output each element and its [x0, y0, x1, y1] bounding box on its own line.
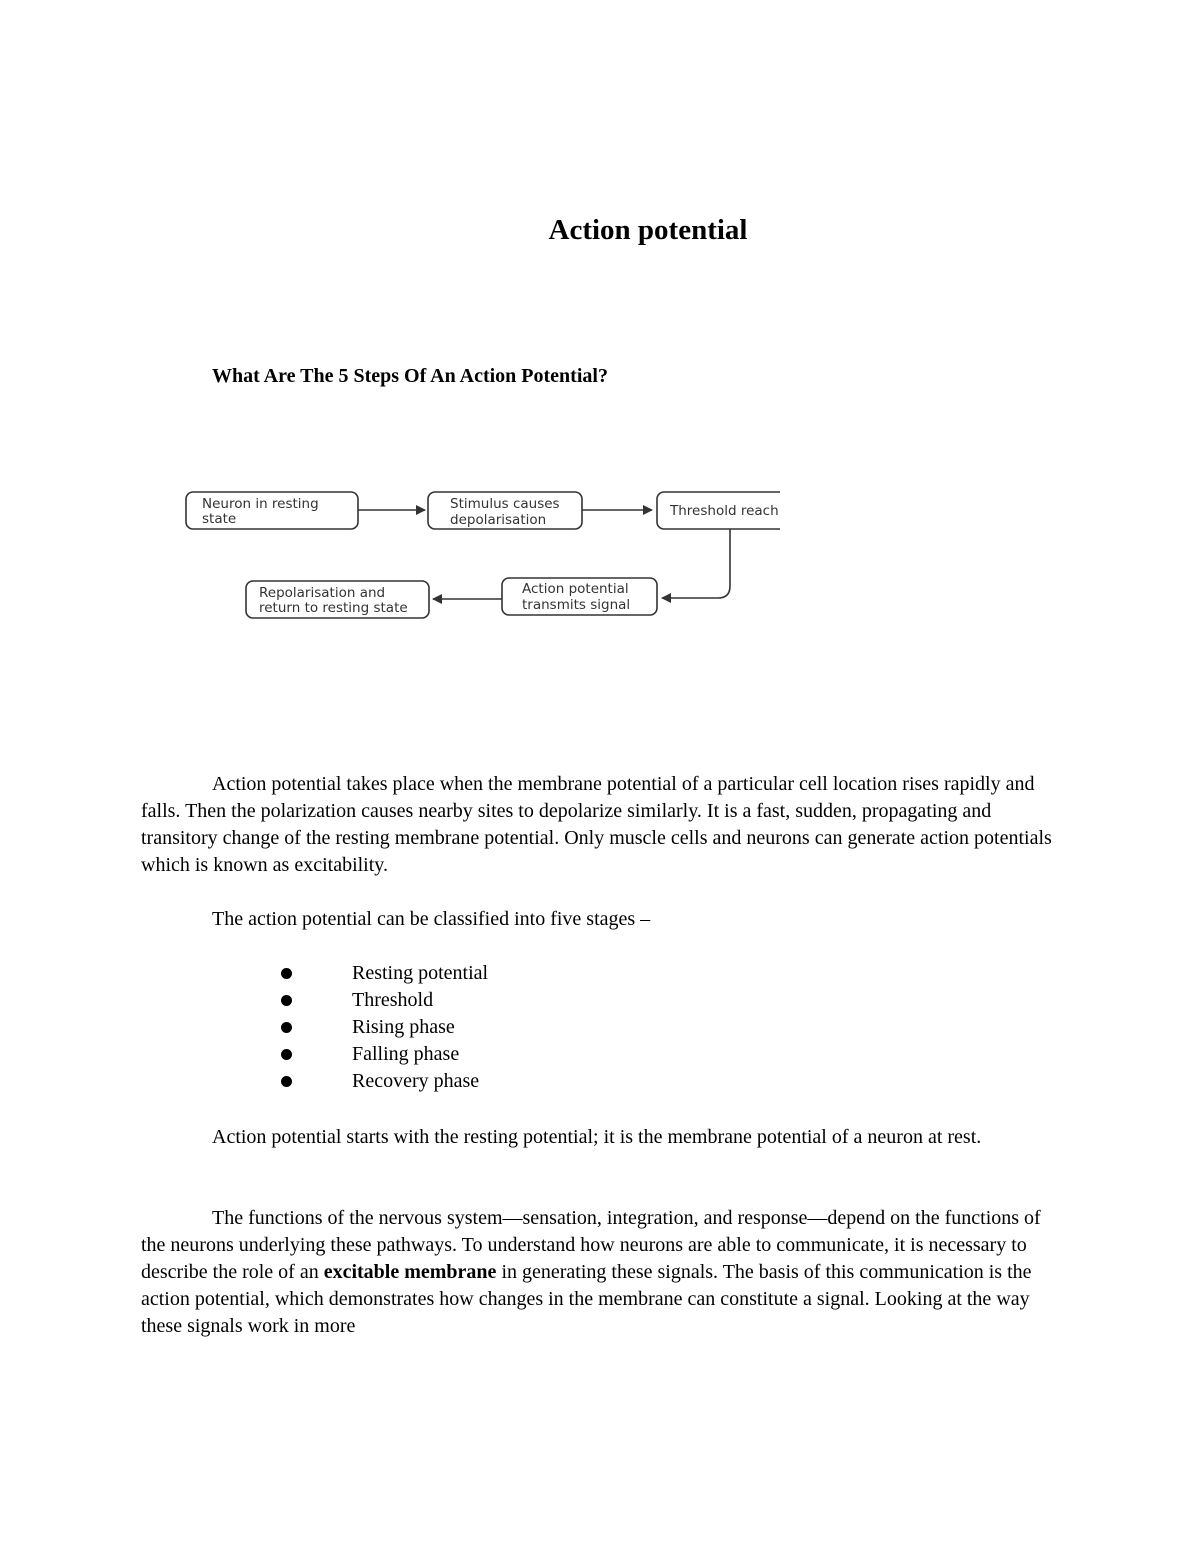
flow-box-5-line-2: return to resting state [259, 600, 408, 616]
bullet-icon [281, 1076, 292, 1087]
paragraph-resting-potential: Action potential starts with the resting potential; it is the membrane potential of a neuron at rest. [212, 1126, 982, 1148]
flow-box-1-line-1: Neuron in resting [202, 496, 319, 512]
paragraph-text-part-2: in generating these signals. The basis of this communication is the action potential, which demonstrates how changes in the membrane can constitute a signal. Looking at the way these signals work in more [141, 1261, 1032, 1337]
bullet-icon [281, 968, 292, 979]
flow-box-2-line-1: Stimulus causes [450, 496, 560, 512]
flow-box-5-line-1: Repolarisation and [259, 585, 386, 601]
flow-box-neuron-resting [186, 492, 358, 529]
flow-box-4-line-1: Action potential [522, 581, 629, 597]
stage-label: Rising phase [352, 1016, 455, 1038]
stage-label: Falling phase [352, 1043, 460, 1065]
flow-box-repolarisation [246, 581, 429, 618]
stage-label: Threshold [352, 989, 434, 1011]
stage-label: Recovery phase [352, 1070, 480, 1092]
flow-box-1-line-2: state [202, 511, 237, 527]
bullet-icon [281, 995, 292, 1006]
paragraph-stages-intro: The action potential can be classified into five stages – [212, 908, 651, 930]
paragraph-text-part-1: The functions of the nervous system—sensation, integration, and response—depend on the functions of the neurons underlying these pathways. To understand how neurons are able to communicate, it is necessary to describe the role of an [141, 1207, 1041, 1283]
excitable-membrane-term: excitable membrane [323, 1261, 497, 1283]
flow-arrow-3 [662, 529, 730, 598]
list-item [141, 1068, 741, 1095]
flow-box-3-line-1: Threshold reach [670, 503, 779, 519]
bullet-icon [281, 1022, 292, 1033]
stage-label: Resting potential [352, 962, 489, 984]
list-item [141, 960, 741, 987]
list-item [141, 1014, 741, 1041]
page-title: Action potential [548, 214, 748, 246]
paragraph-intro: Action potential takes place when the membrane potential of a particular cell location rises rapidly and falls. Then the polarization causes nearby sites to depolarize similarly. It is a fast, sudden, propagating and transitory change of the resting membrane potential. Only muscle cells and neurons can generate action potentials which is known as excitability. [141, 773, 1052, 876]
stages-list [141, 960, 741, 1095]
flow-box-threshold [657, 492, 780, 529]
bullet-icon [281, 1049, 292, 1060]
flow-box-action-potential [502, 578, 657, 615]
flow-box-2-line-2: depolarisation [450, 512, 547, 528]
flow-box-stimulus [428, 492, 582, 529]
flow-box-4-line-2: transmits signal [522, 597, 631, 613]
list-item [141, 1041, 741, 1068]
action-potential-flow-diagram [180, 486, 780, 626]
paragraph-nervous-system [141, 1205, 1061, 1340]
section-heading: What Are The 5 Steps Of An Action Potential? [212, 365, 608, 387]
list-item [141, 987, 741, 1014]
